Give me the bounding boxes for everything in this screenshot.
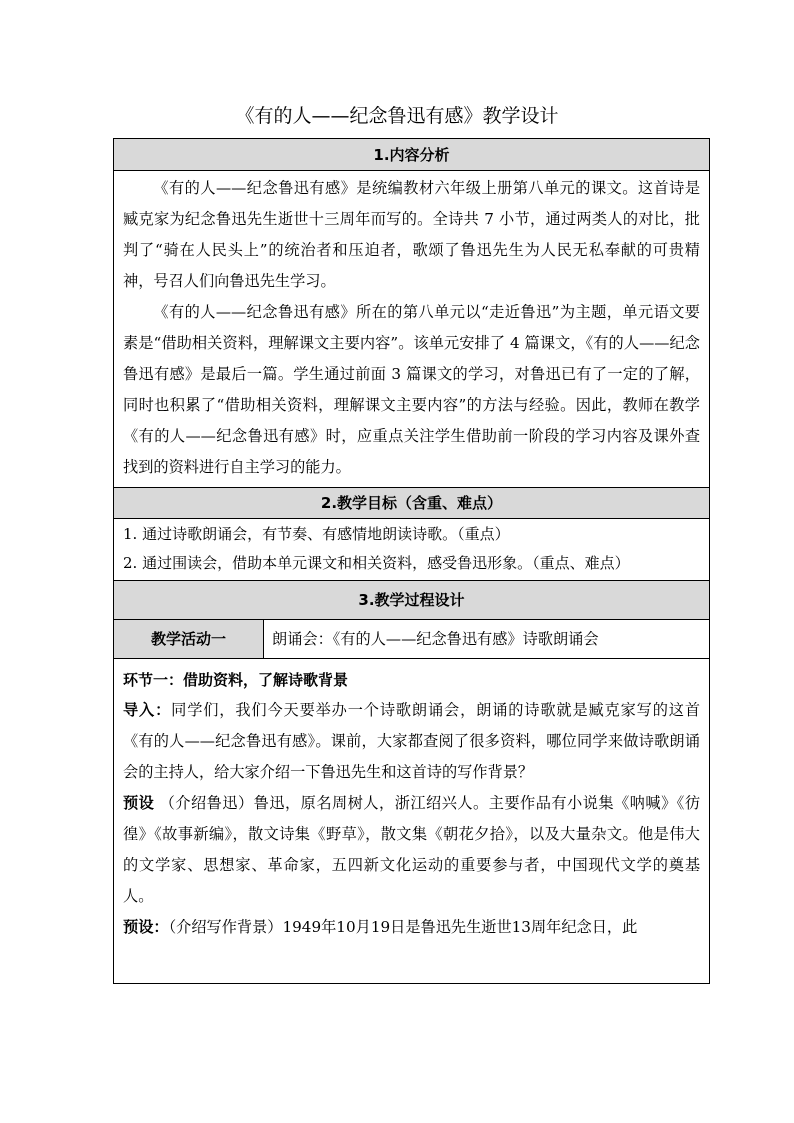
teaching-process-body [114, 659, 709, 983]
document-title: 《有的人——纪念鲁迅有感》教学设计 [235, 105, 559, 127]
preset-label-1: 预设 [123, 794, 155, 812]
activity-value: 朗诵会：《有的人——纪念鲁迅有感》诗歌朗诵会 [272, 630, 599, 648]
intro-text: 同学们，我们今天要举办一个诗歌朗诵会，朗诵的诗歌就是臧克家写的这首《有的人——纪念鲁迅有感》。课前，大家都查阅了很多资料，哪位同学来做诗歌朗诵会的主持人，给大家介绍一下鲁迅先生和这首诗的写作背景？ [123, 701, 701, 781]
teaching-goal-2: 2. 通过围读会，借助本单元课文和相关资料，感受鲁迅形象。（重点、难点） [123, 554, 630, 572]
intro-label: 导入： [123, 701, 172, 719]
section-heading-content-analysis: 1.内容分析 [114, 139, 709, 171]
section-heading-teaching-goals: 2.教学目标（含重、难点） [114, 488, 709, 519]
phase-title: 环节一：借助资料，了解诗歌背景 [123, 671, 349, 689]
content-analysis-body [114, 171, 709, 488]
section-heading-teaching-process: 3.教学过程设计 [114, 581, 709, 620]
content-analysis-paragraph-1: 《有的人——纪念鲁迅有感》是统编教材六年级上册第八单元的课文。这首诗是臧克家为纪念鲁迅先生逝世十三周年而写的。全诗共 7 小节，通过两类人的对比，批判了“骑在人民头上”的统治者和压迫者，歌颂了鲁迅先生为人民无私奉献的可贵精神，号召人们向鲁迅先生学习。 [123, 179, 700, 290]
lesson-plan-table [113, 138, 710, 984]
activity-row [114, 620, 709, 659]
preset-text-1: （介绍鲁迅）鲁迅，原名周树人，浙江绍兴人。主要作品有小说集《呐喊》《彷徨》《故事新编》，散文诗集《野草》，散文集《朝花夕拾》，以及大量杂文。他是伟大的文学家、思想家、革命家，五四新文化运动的重要参与者，中国现代文学的奠基人。 [123, 794, 701, 905]
preset-paragraph-2 [114, 912, 709, 943]
intro-paragraph [114, 695, 709, 788]
teaching-goals-body [114, 519, 709, 581]
activity-label: 教学活动一 [114, 620, 264, 658]
preset-text-2: （介绍写作背景）1949年10月19日是鲁迅先生逝世13周年纪念日，此 [168, 918, 638, 936]
teaching-goal-1: 1. 通过诗歌朗诵会，有节奏、有感情地朗读诗歌。（重点） [123, 525, 510, 543]
preset-label-2: 预设： [123, 918, 169, 936]
content-analysis-paragraph-2: 《有的人——纪念鲁迅有感》所在的第八单元以“走近鲁迅”为主题，单元语文要素是“借助相关资料，理解课文主要内容”。该单元安排了 4 篇课文，《有的人——纪念鲁迅有感》是最后一篇。学生通过前面 3 篇课文的学习，对鲁迅已有了一定的了解，同时也积累了“借助相关资料，理解课文主要内容”的方法与经验。因此，教师在教学《有的人——纪念鲁迅有感》时，应重点关注学生借助前一阶段的学习内容及课外查找到的资料进行自主学习的能力。 [123, 303, 700, 476]
preset-paragraph-1 [114, 788, 709, 912]
